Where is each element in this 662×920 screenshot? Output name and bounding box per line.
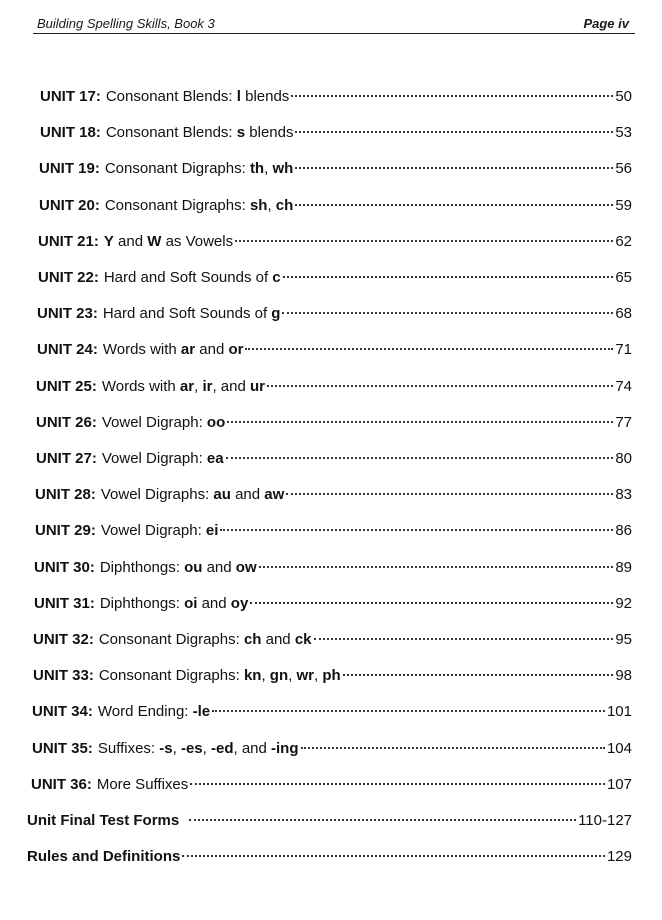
title-text: , <box>313 667 323 684</box>
title-text: Vowel Digraph: <box>100 522 206 539</box>
unit-number: UNIT 17: <box>40 88 101 105</box>
title-text: and <box>195 341 229 358</box>
dot-leader <box>226 457 614 459</box>
unit-title <box>104 267 281 289</box>
title-text: , and <box>233 740 272 757</box>
title-text: Diphthongs: <box>99 595 185 612</box>
emphasized-letters: ir <box>202 378 213 395</box>
unit-title <box>102 412 225 434</box>
emphasized-letters: oi <box>184 595 198 612</box>
title-text: Consonant Blends: <box>105 124 237 141</box>
title-text: and <box>113 233 148 250</box>
title-text: and <box>202 559 236 576</box>
unit-title <box>102 448 224 470</box>
toc-row <box>34 593 632 615</box>
toc-row <box>37 339 632 361</box>
emphasized-letters: gn <box>269 667 289 684</box>
toc-row <box>40 86 632 108</box>
title-text: Consonant Digraphs: <box>98 667 244 684</box>
title-text: , <box>264 160 273 177</box>
dot-leader <box>314 638 614 640</box>
unit-title <box>105 195 293 217</box>
dot-leader <box>220 529 613 531</box>
emphasized-letters: c <box>272 269 281 286</box>
emphasized-letters: ur <box>250 378 265 395</box>
unit-title <box>106 122 294 144</box>
dot-leader <box>182 855 605 857</box>
unit-number: UNIT 24: <box>37 341 98 358</box>
page-number: 86 <box>615 522 632 539</box>
toc-row <box>31 774 632 796</box>
dot-leader <box>286 493 613 495</box>
dot-leader <box>189 819 576 821</box>
title-text: Words with <box>101 378 180 395</box>
dot-leader <box>245 348 613 350</box>
title-text: , <box>261 667 270 684</box>
page-number: 95 <box>615 631 632 648</box>
emphasized-letters: -le <box>192 703 211 720</box>
page-number: 62 <box>615 233 632 250</box>
unit-title <box>103 339 244 361</box>
dot-leader <box>295 204 613 206</box>
unit-number: UNIT 25: <box>36 378 97 395</box>
page-number: 56 <box>615 160 632 177</box>
title-text: , <box>172 740 181 757</box>
unit-title <box>98 701 210 723</box>
unit-title <box>102 376 265 398</box>
emphasized-letters: ea <box>206 450 224 467</box>
unit-title <box>100 557 257 579</box>
title-text: Consonant Digraphs: <box>104 160 250 177</box>
dot-leader <box>235 240 613 242</box>
emphasized-letters: or <box>228 341 244 358</box>
toc-row <box>32 738 632 760</box>
emphasized-letters: ar <box>179 378 195 395</box>
emphasized-letters: ch <box>275 197 294 214</box>
unit-title <box>99 629 312 651</box>
emphasized-letters: ou <box>184 559 203 576</box>
dot-leader <box>282 312 613 314</box>
toc-row <box>35 520 632 542</box>
unit-number: UNIT 19: <box>39 160 100 177</box>
title-text: Vowel Digraph: <box>101 450 207 467</box>
emphasized-letters: th <box>249 160 265 177</box>
unit-number: UNIT 34: <box>32 703 93 720</box>
page-number: 71 <box>615 341 632 358</box>
unit-title <box>98 738 299 760</box>
toc-row <box>39 158 632 180</box>
page-number: 104 <box>606 740 632 757</box>
unit-number: UNIT 22: <box>38 269 99 286</box>
dot-leader <box>295 167 613 169</box>
toc-row <box>37 303 632 325</box>
emphasized-letters: -es <box>180 740 203 757</box>
page-number: 110-127 <box>578 812 632 829</box>
toc-row <box>40 122 632 144</box>
toc-section-row <box>27 846 632 868</box>
toc-row <box>39 195 632 217</box>
unit-title <box>105 158 293 180</box>
toc-row <box>36 412 632 434</box>
toc-row <box>35 484 632 506</box>
page-number: 107 <box>606 776 632 793</box>
unit-title <box>104 231 233 253</box>
toc-row <box>36 376 632 398</box>
emphasized-letters: ei <box>205 522 219 539</box>
page-number: 50 <box>615 88 632 105</box>
unit-number: UNIT 28: <box>35 486 96 503</box>
page-number: 80 <box>615 450 632 467</box>
title-text: Vowel Digraphs: <box>100 486 214 503</box>
emphasized-letters: g <box>271 305 281 322</box>
unit-title <box>101 520 219 542</box>
title-text: Consonant Digraphs: <box>104 197 250 214</box>
emphasized-letters: s <box>236 124 246 141</box>
title-text: as Vowels <box>161 233 234 250</box>
title-text: blends <box>240 88 290 105</box>
title-text: , <box>288 667 297 684</box>
dot-leader <box>190 783 605 785</box>
unit-title <box>100 593 248 615</box>
title-text: Diphthongs: <box>99 559 185 576</box>
section-title: Unit Final Test Forms <box>27 812 180 829</box>
title-text: Suffixes: <box>97 740 160 757</box>
title-text: Consonant Digraphs: <box>98 631 244 648</box>
unit-number: UNIT 23: <box>37 305 98 322</box>
dot-leader <box>283 276 614 278</box>
emphasized-letters: l <box>236 88 241 105</box>
page-number: 53 <box>615 124 632 141</box>
page-number: 65 <box>615 269 632 286</box>
emphasized-letters: au <box>213 486 231 503</box>
emphasized-letters: ow <box>235 559 257 576</box>
emphasized-letters: ch <box>243 631 262 648</box>
toc-row <box>36 448 632 470</box>
unit-title <box>99 665 341 687</box>
unit-number: UNIT 27: <box>36 450 97 467</box>
dot-leader <box>267 385 613 387</box>
emphasized-letters: Y <box>103 233 114 250</box>
page-number: 74 <box>615 378 632 395</box>
unit-number: UNIT 29: <box>35 522 96 539</box>
dot-leader <box>301 747 605 749</box>
title-text: , and <box>212 378 250 395</box>
title-text: More Suffixes <box>96 776 189 793</box>
unit-title <box>103 303 281 325</box>
emphasized-letters: oy <box>230 595 249 612</box>
page-number: 59 <box>615 197 632 214</box>
dot-leader <box>295 131 613 133</box>
title-text: blends <box>245 124 294 141</box>
emphasized-letters: ph <box>322 667 341 684</box>
unit-number: UNIT 26: <box>36 414 97 431</box>
dot-leader <box>343 674 614 676</box>
emphasized-letters: ck <box>294 631 312 648</box>
page-number: 83 <box>615 486 632 503</box>
page-number: 77 <box>615 414 632 431</box>
title-text: Hard and Soft Sounds of <box>102 305 272 322</box>
emphasized-letters: sh <box>249 197 268 214</box>
toc-row <box>38 267 632 289</box>
dot-leader <box>250 602 613 604</box>
book-title: Building Spelling Skills, Book 3 <box>37 16 215 31</box>
emphasized-letters: aw <box>264 486 285 503</box>
unit-number: UNIT 36: <box>31 776 92 793</box>
emphasized-letters: -ing <box>271 740 299 757</box>
page-number: 98 <box>615 667 632 684</box>
dot-leader <box>291 95 613 97</box>
page-number: 101 <box>606 703 632 720</box>
toc-row <box>38 231 632 253</box>
title-text: , <box>267 197 276 214</box>
title-text: and <box>261 631 295 648</box>
unit-number: UNIT 18: <box>40 124 101 141</box>
emphasized-letters: W <box>147 233 162 250</box>
emphasized-letters: oo <box>206 414 226 431</box>
emphasized-letters: -ed <box>210 740 234 757</box>
unit-title <box>101 484 284 506</box>
unit-title <box>106 86 289 108</box>
title-text: Words with <box>102 341 181 358</box>
toc-row <box>32 701 632 723</box>
unit-number: UNIT 20: <box>39 197 100 214</box>
toc-section-row <box>27 810 632 832</box>
unit-number: UNIT 35: <box>32 740 93 757</box>
unit-number: UNIT 31: <box>34 595 95 612</box>
section-title: Rules and Definitions <box>27 848 181 865</box>
title-text: , <box>202 740 211 757</box>
unit-number: UNIT 33: <box>33 667 94 684</box>
title-text: , <box>194 378 203 395</box>
page-number: 129 <box>606 848 632 865</box>
title-text: and <box>197 595 231 612</box>
toc-row <box>33 665 632 687</box>
dot-leader <box>212 710 605 712</box>
page-number: 92 <box>615 595 632 612</box>
page-label: Page iv <box>583 16 629 31</box>
unit-number: UNIT 21: <box>38 233 99 250</box>
dot-leader <box>259 566 614 568</box>
emphasized-letters: ar <box>180 341 196 358</box>
unit-number: UNIT 32: <box>33 631 94 648</box>
title-text: Consonant Blends: <box>105 88 237 105</box>
title-text: and <box>230 486 265 503</box>
page-number: 68 <box>615 305 632 322</box>
title-text: Vowel Digraph: <box>101 414 207 431</box>
dot-leader <box>227 421 613 423</box>
title-text: Hard and Soft Sounds of <box>103 269 273 286</box>
emphasized-letters: kn <box>243 667 262 684</box>
toc-row <box>34 557 632 579</box>
unit-title <box>97 774 188 796</box>
emphasized-letters: wr <box>296 667 314 684</box>
toc-row <box>33 629 632 651</box>
title-text: Word Ending: <box>97 703 193 720</box>
page-number: 89 <box>615 559 632 576</box>
emphasized-letters: wh <box>272 160 294 177</box>
emphasized-letters: -s <box>159 740 173 757</box>
unit-number: UNIT 30: <box>34 559 95 576</box>
